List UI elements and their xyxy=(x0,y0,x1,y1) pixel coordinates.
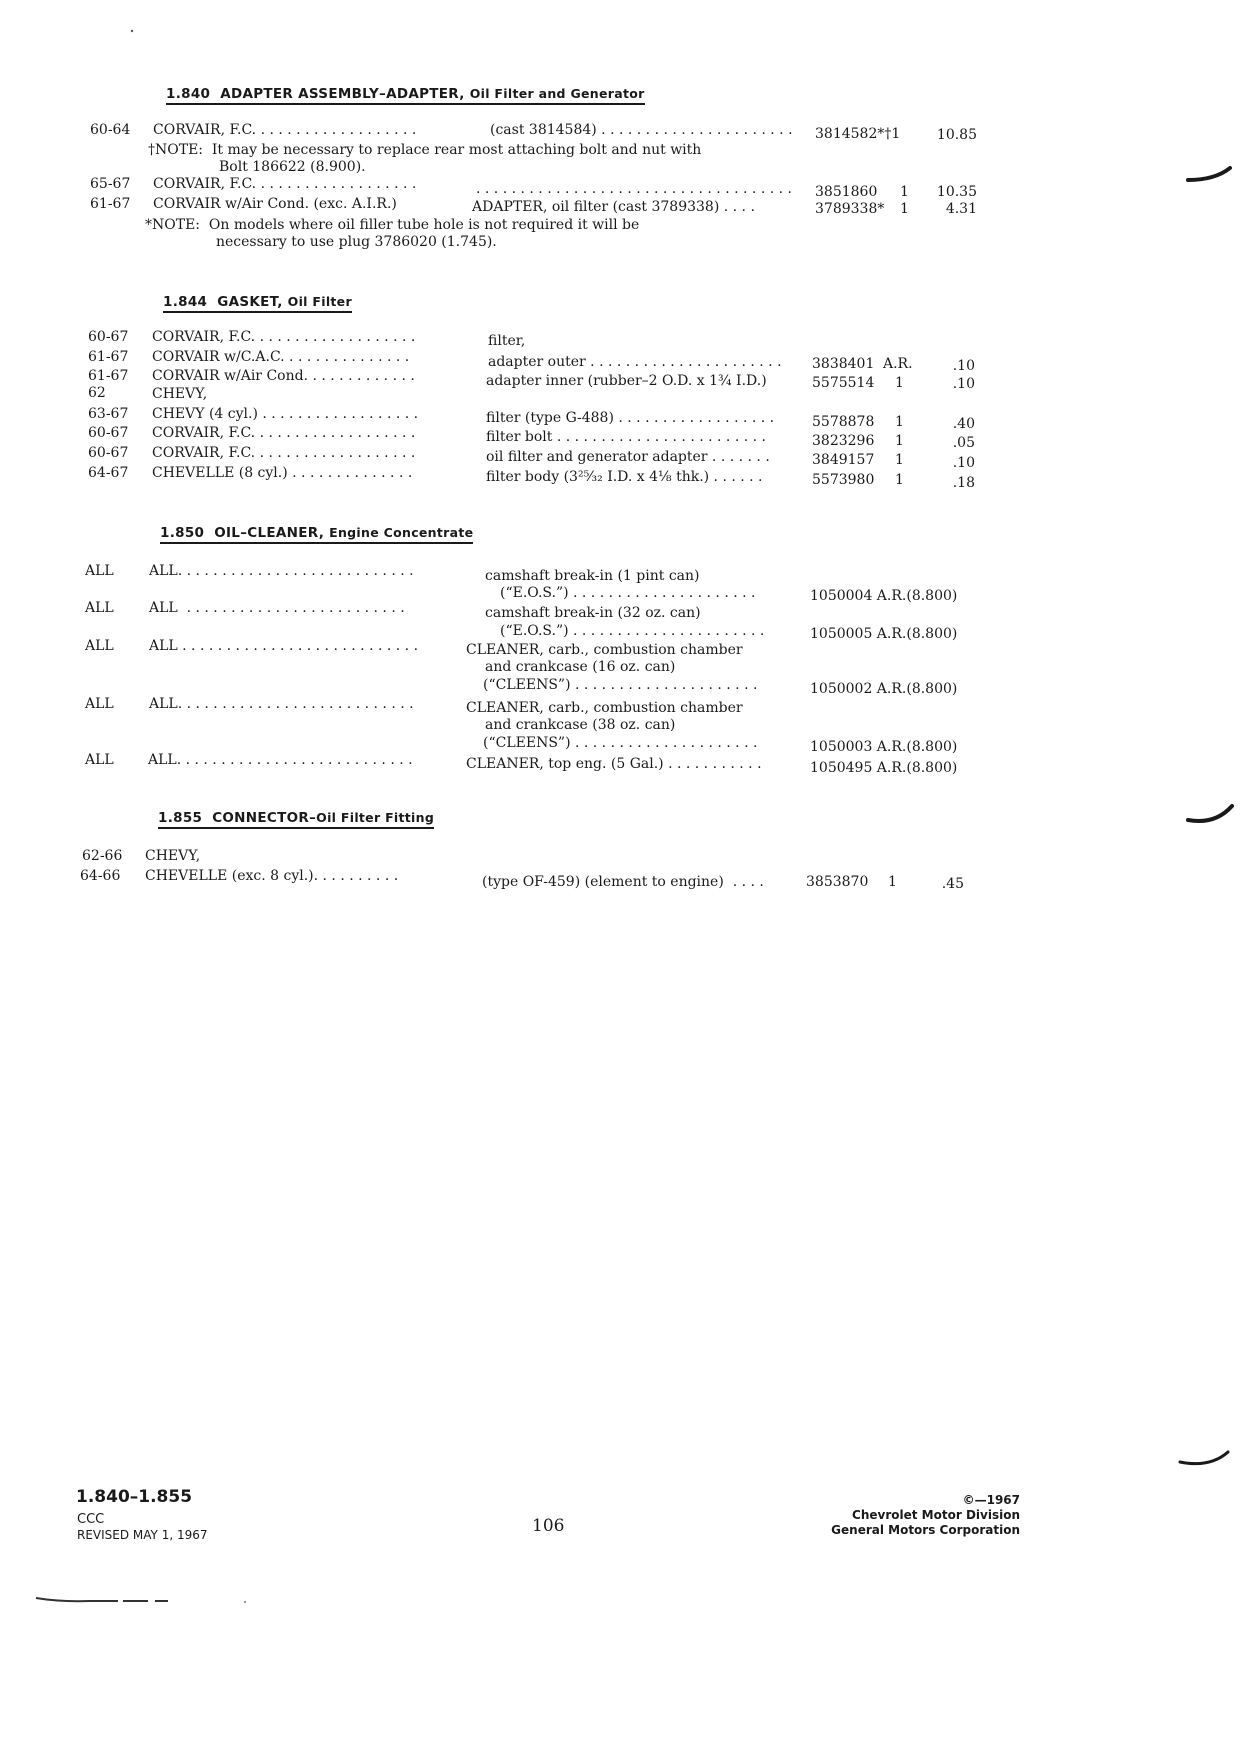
footer-code: CCC xyxy=(77,1512,105,1527)
copyright-year: ©—1967 xyxy=(962,1493,1020,1507)
part-number: 3838401 xyxy=(812,356,875,372)
year-range: 64-66 xyxy=(80,868,121,884)
quantity: 1 xyxy=(900,201,909,217)
description: camshaft break-in (1 pint can) xyxy=(485,568,700,584)
description: and crankcase (38 oz. can) xyxy=(485,717,676,733)
description: CLEANER, carb., combustion chamber xyxy=(466,642,743,658)
model: CHEVY (4 cyl.) . . . . . . . . . . . . . . . . . . xyxy=(152,406,419,422)
description: (type OF-459) (element to engine) . . . . xyxy=(482,874,764,890)
note-text: Bolt 186622 (8.900). xyxy=(219,159,366,175)
price: 10.35 xyxy=(936,184,977,200)
model: ALL. . . . . . . . . . . . . . . . . . . . . . . . . . . xyxy=(148,752,413,768)
price: .40 xyxy=(952,416,975,432)
description: CLEANER, top eng. (5 Gal.) . . . . . . . . . . . xyxy=(466,756,762,772)
model: CHEVELLE (8 cyl.) . . . . . . . . . . . . . . xyxy=(152,465,413,481)
section-title: GASKET, xyxy=(217,294,283,310)
model: CORVAIR w/Air Cond. (exc. A.I.R.) xyxy=(153,196,397,212)
part-number: 3789338* xyxy=(815,201,885,217)
year-range: 64-67 xyxy=(88,465,129,481)
year-range: 61-67 xyxy=(88,349,129,365)
section-range: 1.840–1.855 xyxy=(76,1487,193,1507)
description: CLEANER, carb., combustion chamber xyxy=(466,700,743,716)
year-range: ALL xyxy=(85,696,114,712)
year-range: 62-66 xyxy=(82,848,123,864)
price: .10 xyxy=(952,358,975,374)
description: camshaft break-in (32 oz. can) xyxy=(485,605,701,621)
page-number: 106 xyxy=(532,1516,565,1536)
year-range: 60-67 xyxy=(88,425,129,441)
price: .10 xyxy=(952,376,975,392)
part-number: 1050002 A.R.(8.800) xyxy=(810,681,958,697)
model: CHEVY, xyxy=(152,386,208,402)
part-number: 3851860 xyxy=(815,184,878,200)
model: CHEVELLE (exc. 8 cyl.). . . . . . . . . . xyxy=(145,868,399,884)
price: .45 xyxy=(941,876,964,892)
price: 10.85 xyxy=(936,127,977,143)
revised-date: REVISED MAY 1, 1967 xyxy=(77,1528,208,1542)
corporation-name: General Motors Corporation xyxy=(831,1523,1020,1537)
section-subtitle: Oil Filter and Generator xyxy=(469,86,645,101)
year-range: ALL xyxy=(85,600,114,616)
quantity: 1 xyxy=(895,414,904,430)
part-number: 5578878 xyxy=(812,414,875,430)
description: (“E.O.S.”) . . . . . . . . . . . . . . . . . . . . . xyxy=(500,585,756,601)
model: CORVAIR, F.C. . . . . . . . . . . . . . . . . . . xyxy=(152,425,416,441)
year-range: ALL xyxy=(85,752,114,768)
description: (“E.O.S.”) . . . . . . . . . . . . . . . . . . . . . . xyxy=(500,623,765,639)
description: adapter outer . . . . . . . . . . . . . . . . . . . . . . xyxy=(488,354,782,370)
model: CORVAIR w/Air Cond. . . . . . . . . . . . . xyxy=(152,368,415,384)
model: ALL. . . . . . . . . . . . . . . . . . . . . . . . . . . xyxy=(149,563,414,579)
description: and crankcase (16 oz. can) xyxy=(485,659,676,675)
quantity: 1 xyxy=(895,433,904,449)
model: ALL. . . . . . . . . . . . . . . . . . . . . . . . . . . xyxy=(149,696,414,712)
quantity: 1 xyxy=(895,452,904,468)
note-text: †NOTE: It may be necessary to replace rear most attaching bolt and nut with xyxy=(148,142,702,158)
year-range: 65-67 xyxy=(90,176,131,192)
quantity: 1 xyxy=(900,184,909,200)
section-subtitle: Oil Filter Fitting xyxy=(316,810,435,825)
description: filter bolt . . . . . . . . . . . . . . . . . . . . . . . . xyxy=(486,429,766,445)
description: filter body (3²⁵⁄₃₂ I.D. x 4⅛ thk.) . . . . . . xyxy=(486,469,763,485)
model: CORVAIR, F.C. . . . . . . . . . . . . . . . . . . xyxy=(153,176,417,192)
part-number: 5575514 xyxy=(812,375,875,391)
year-range: 60-67 xyxy=(88,445,129,461)
description: filter (type G-488) . . . . . . . . . . . . . . . . . . xyxy=(486,410,775,426)
section-title: OIL–CLEANER, xyxy=(214,525,325,541)
description: oil filter and generator adapter . . . . . . . xyxy=(486,449,770,465)
model: CORVAIR, F.C. . . . . . . . . . . . . . . . . . . xyxy=(152,329,416,345)
description: (“CLEENS”) . . . . . . . . . . . . . . . . . . . . . xyxy=(483,735,758,751)
section-number: 1.855 xyxy=(158,810,203,826)
year-range: 63-67 xyxy=(88,406,129,422)
quantity: 1 xyxy=(895,472,904,488)
price: 4.31 xyxy=(945,201,977,217)
division-name: Chevrolet Motor Division xyxy=(852,1508,1020,1522)
price: .05 xyxy=(952,435,975,451)
description: . . . . . . . . . . . . . . . . . . . . . . . . . . . . . . . . . . . . xyxy=(476,181,792,197)
part-number: 1050004 A.R.(8.800) xyxy=(810,588,958,604)
year-range: 61-67 xyxy=(88,368,129,384)
section-number: 1.850 xyxy=(160,525,205,541)
note-text: necessary to use plug 3786020 (1.745). xyxy=(216,234,497,250)
note-text: *NOTE: On models where oil filler tube hole is not required it will be xyxy=(145,217,640,233)
description: (cast 3814584) . . . . . . . . . . . . . . . . . . . . . . xyxy=(490,122,793,138)
price: .18 xyxy=(952,475,975,491)
year-range: 62 xyxy=(88,385,106,401)
part-number: 1050495 A.R.(8.800) xyxy=(810,760,958,776)
section-title: ADAPTER ASSEMBLY–ADAPTER, xyxy=(220,86,465,102)
model: CHEVY, xyxy=(145,848,201,864)
year-range: 60-67 xyxy=(88,329,129,345)
description: ADAPTER, oil filter (cast 3789338) . . . . xyxy=(472,199,755,215)
year-range: 60-64 xyxy=(90,122,131,138)
part-number: 3814582*†1 xyxy=(815,126,901,142)
model: CORVAIR, F.C. . . . . . . . . . . . . . . . . . . xyxy=(153,122,417,138)
description: adapter inner (rubber–2 O.D. x 1¾ I.D.) xyxy=(486,373,767,389)
quantity: 1 xyxy=(895,375,904,391)
model: CORVAIR, F.C. . . . . . . . . . . . . . . . . . . xyxy=(152,445,416,461)
part-number: 3823296 xyxy=(812,433,875,449)
section-number: 1.840 xyxy=(166,86,211,102)
part-number: 1050005 A.R.(8.800) xyxy=(810,626,958,642)
quantity: A.R. xyxy=(883,356,913,372)
quantity: 1 xyxy=(888,874,897,890)
part-number: 3853870 xyxy=(806,874,869,890)
year-range: ALL xyxy=(85,563,114,579)
description: filter, xyxy=(488,333,526,349)
model: ALL . . . . . . . . . . . . . . . . . . . . . . . . . xyxy=(149,600,405,616)
year-range: 61-67 xyxy=(90,196,131,212)
section-number: 1.844 xyxy=(163,294,208,310)
section-subtitle: Engine Concentrate xyxy=(329,525,474,540)
part-number: 1050003 A.R.(8.800) xyxy=(810,739,958,755)
section-subtitle: Oil Filter xyxy=(287,294,352,309)
price: .10 xyxy=(952,455,975,471)
model: ALL . . . . . . . . . . . . . . . . . . . . . . . . . . . xyxy=(149,638,419,654)
model: CORVAIR w/C.A.C. . . . . . . . . . . . . . . xyxy=(152,349,410,365)
year-range: ALL xyxy=(85,638,114,654)
part-number: 5573980 xyxy=(812,472,875,488)
description: (“CLEENS”) . . . . . . . . . . . . . . . . . . . . . xyxy=(483,677,758,693)
part-number: 3849157 xyxy=(812,452,875,468)
section-title: CONNECTOR– xyxy=(212,810,317,826)
